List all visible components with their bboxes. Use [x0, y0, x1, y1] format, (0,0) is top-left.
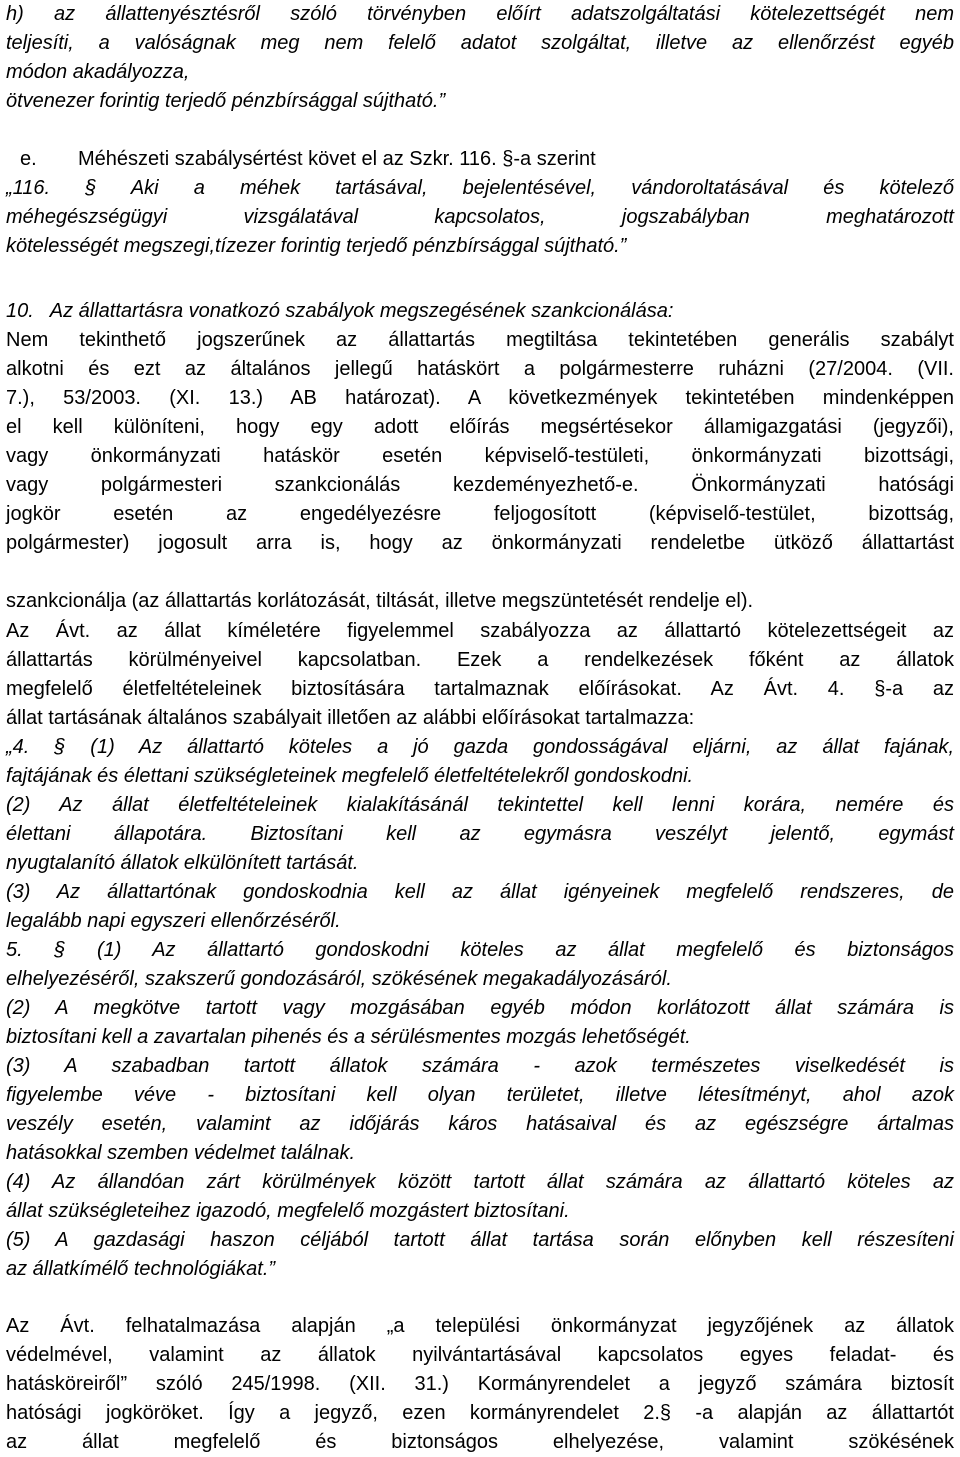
quote-line-18: (5) A gazdasági haszon céljából tartott állat tartása során előnyben kell részesíteni	[6, 1229, 954, 1251]
sec116-line-2: méhegészségügyi vizsgálatával kapcsolatos, jogszabályban meghatározott	[6, 206, 954, 228]
e-item-text: Méhészeti szabálysértést követ el az Szkr. 116. §-a szerint	[78, 148, 596, 170]
quote-line-4: élettani állapotára. Biztosítani kell az egymásra veszélyt jelentő, egymást	[6, 823, 954, 845]
h-item-line-2: teljesíti, a valóságnak meg nem felelő adatot szolgáltat, illetve az ellenőrzést egyéb	[6, 32, 954, 54]
avt-line-1: Az Ávt. az állat kíméletére figyelemmel szabályozza az állattartó kötelezettségeit az	[6, 620, 954, 642]
section10-line-3: 7.), 53/2003. (XI. 13.) AB határozat). A következmények tekintetében mindenképpen	[6, 387, 954, 409]
quote-line-17: állat szükségleteihez igazodó, megfelelő mozgástert biztosítani.	[6, 1200, 570, 1222]
quote-line-2: fajtájának és élettani szükségleteinek megfelelő életfeltételekről gondoskodni.	[6, 765, 694, 787]
final-line-4: hatósági jogköröket. Így a jegyző, ezen kormányrendelet 2.§ -a alapján az állattartót	[6, 1402, 954, 1424]
e-item-label: e.	[20, 148, 37, 170]
quote-line-19: az állatkímélő technológiákat.”	[6, 1258, 276, 1280]
final-line-1: Az Ávt. felhatalmazása alapján „a települési önkormányzat jegyzőjének az állatok	[6, 1315, 954, 1337]
avt-line-2: állattartás körülményeivel kapcsolatban. Ezek a rendelkezések főként az állatok	[6, 649, 954, 671]
sec116-line-1: „116. § Aki a méhek tartásával, bejelentésével, vándoroltatásával és kötelező	[6, 177, 954, 199]
quote-line-14: veszély esetén, valamint az időjárás káros hatásaival és az egészségre ártalmas	[6, 1113, 954, 1135]
quote-line-7: legalább napi egyszeri ellenőrzéséről.	[6, 910, 341, 932]
section10-line-8: polgármester) jogosult arra is, hogy az önkormányzati rendeletbe ütköző állattartást	[6, 532, 954, 554]
quote-line-10: (2) A megkötve tartott vagy mozgásában egyéb módon korlátozott állat számára is	[6, 997, 954, 1019]
section10-last-line: szankcionálja (az állattartás korlátozását, tiltását, illetve megszüntetését rendelje el).	[6, 590, 754, 612]
final-line-3: hatásköreiről” szóló 245/1998. (XII. 31.) Kormányrendelet a jegyző számára biztosít	[6, 1373, 954, 1395]
h-item-line-1: h) az állattenyésztésről szóló törvényben előírt adatszolgáltatási kötelezettségét nem	[6, 3, 954, 25]
avt-line-3: megfelelő életfeltételeinek biztosítására tartalmaznak előírásokat. Az Ávt. 4. §-a az	[6, 678, 954, 700]
section10-line-5: vagy önkormányzati hatáskör esetén képviselő-testületi, önkormányzati bizottsági,	[6, 445, 954, 467]
section10-heading: 10. Az állattartásra vonatkozó szabályok megszegésének szankcionálása:	[6, 300, 674, 322]
section10-line-6: vagy polgármesteri szankcionálás kezdeményezhető-e. Önkormányzati hatósági	[6, 474, 954, 496]
quote-line-1: „4. § (1) Az állattartó köteles a jó gazda gondosságával eljárni, az állat fajának,	[6, 736, 954, 758]
quote-line-16: (4) Az állandóan zárt körülmények között tartott állat számára az állattartó köteles az	[6, 1171, 954, 1193]
quote-line-5: nyugtalanító állatok elkülönített tartását.	[6, 852, 359, 874]
quote-line-13: figyelembe véve - biztosítani kell olyan területet, illetve létesítményt, ahol azok	[6, 1084, 954, 1106]
h-item-line-4: ötvenezer forintig terjedő pénzbírsággal sújtható.”	[6, 90, 446, 112]
quote-line-6: (3) Az állattartónak gondoskodnia kell az állat igényeinek megfelelő rendszeres, de	[6, 881, 954, 903]
quote-line-9: elhelyezéséről, szakszerű gondozásáról, szökésének megakadályozásáról.	[6, 968, 672, 990]
final-line-2: védelmével, valamint az állatok nyilvántartásával kapcsolatos egyes feladat- és	[6, 1344, 954, 1366]
section10-line-2: alkotni és ezt az általános jellegű hatáskört a polgármesterre ruházni (27/2004. (VII.	[6, 358, 954, 380]
h-item-line-3: módon akadályozza,	[6, 61, 190, 83]
avt-last-line: állat tartásának általános szabályait illetően az alábbi előírásokat tartalmazza:	[6, 707, 695, 729]
section10-line-4: el kell különíteni, hogy egy adott előírás megsértésekor államigazgatási (jegyzői),	[6, 416, 954, 438]
final-line-5: az állat megfelelő és biztonságos elhelyezése, valamint szökésének	[6, 1431, 954, 1453]
quote-line-15: hatásokkal szemben védelmet találnak.	[6, 1142, 356, 1164]
quote-line-3: (2) Az állat életfeltételeinek kialakításánál tekintettel kell lenni korára, nemére és	[6, 794, 954, 816]
quote-line-8: 5. § (1) Az állattartó gondoskodni köteles az állat megfelelő és biztonságos	[6, 939, 954, 961]
quote-line-12: (3) A szabadban tartott állatok számára - azok természetes viselkedését is	[6, 1055, 954, 1077]
section10-line-1: Nem tekinthető jogszerűnek az állattartás megtiltása tekintetében generális szabályt	[6, 329, 954, 351]
sec116-line-3: kötelességét megszegi,tízezer forintig terjedő pénzbírsággal sújtható.”	[6, 235, 627, 257]
section10-line-7: jogkör esetén az engedélyezésre feljogosított (képviselő-testület, bizottság,	[6, 503, 954, 525]
quote-line-11: biztosítani kell a zavartalan pihenés és a sérülésmentes mozgás lehetőségét.	[6, 1026, 691, 1048]
